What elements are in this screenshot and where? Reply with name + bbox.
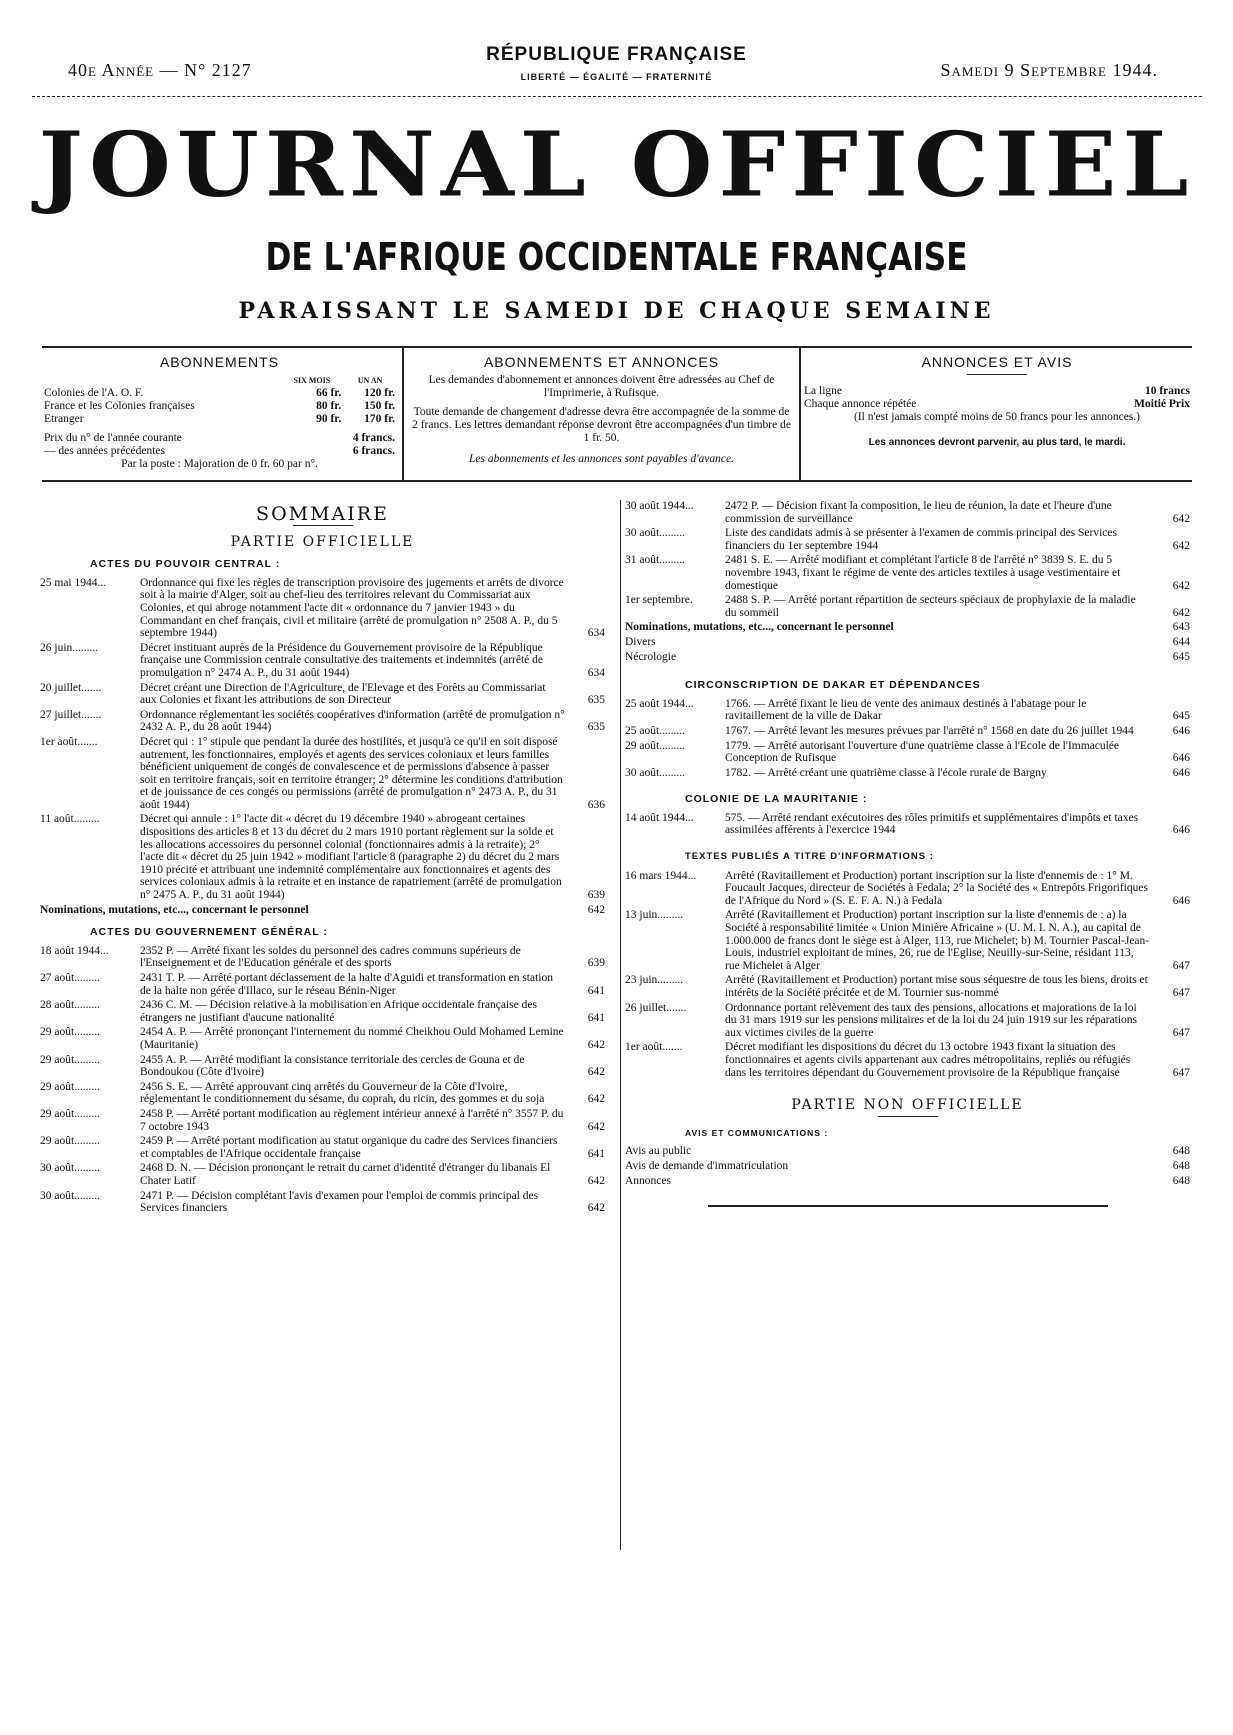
entry-page: 646 [1172, 724, 1190, 737]
entry-page: 642 [1172, 539, 1190, 552]
entry-date: 14 août 1944... [625, 811, 694, 824]
list-item [40, 1108, 605, 1133]
subscriptions-box [42, 348, 397, 480]
ads-table [802, 385, 1192, 411]
list-item [625, 870, 1190, 908]
entry-page: 646 [1172, 766, 1190, 779]
list-item [40, 682, 605, 707]
general-government-heading: ACTES DU GOUVERNEMENT GÉNÉRAL : [90, 926, 328, 939]
issue-date: Samedi 9 Septembre 1944. [940, 60, 1158, 80]
list-item [625, 636, 1190, 649]
entry-date: 30 août......... [625, 527, 686, 540]
list-item [625, 909, 1190, 972]
entry-text: Décret instituant auprès de la Présidence du Gouvernement provisoire de la République française une Commission centrale consultative des traitements et indemnités (arrêté de promulgation n° 2474 A. P., du 31 août 1944) [140, 641, 543, 679]
entry-page: 641 [587, 984, 605, 997]
republic-motto: LIBERTÉ — ÉGALITÉ — FRATERNITÉ [520, 72, 713, 82]
entry-text: Décret créant une Direction de l'Agriculture, de l'Elevage et des Forêts au Commissariat aux Colonies et fixant les attributions de son Directeur [140, 681, 546, 707]
entry-page: 648 [1172, 1145, 1190, 1158]
ads-title: ANNONCES ET AVIS [921, 354, 1073, 370]
entry-page: 639 [587, 889, 605, 902]
list-item [625, 1002, 1190, 1040]
entry-page: 647 [1172, 1026, 1190, 1039]
summary-title: SOMMAIRE [256, 503, 389, 525]
list-item [625, 767, 1190, 780]
list-item [625, 527, 1190, 552]
entry-text: Arrêté (Ravitaillement et Production) portant mise sous séquestre de tous les biens, droits et intérêts de la Société précitée et de M. Tournier sus-nommé [725, 974, 1148, 999]
entry-text: Décret qui annule : 1° l'acte dit « décret du 19 décembre 1940 » abrogeant certaines dispositions des articles 8 et 13 du décret du 2 mars 1910 portant règlement sur la solde et les allocations accessoires du personnel colonial (fonctionnaires admis à la retraite); 2° l'acte dit « décret du 25 juin 1942 » modifiant l'article 8 (paragraphe 2) du décret du 2 mars 1910 précité et attribuant une indemnité complémentaire aux fonctionnaires et agents des services coloniaux admis à la retraite et en instance de rapatriement (arrêté de promulgation n° 2475 A. P., du 31 août 1944) [140, 813, 562, 902]
entry-page: 642 [587, 1093, 605, 1106]
price-current-label: Prix du n° de l'année courante [44, 432, 182, 444]
list-item [40, 813, 605, 901]
subs-ads-p3: Les abonnements et les annonces sont payables d'avance. [469, 453, 734, 465]
column-divider [620, 500, 621, 1550]
list-item [625, 812, 1190, 837]
row-year: 170 fr. [364, 413, 395, 425]
entry-page: 641 [587, 1011, 605, 1024]
entry-text: 1782. — Arrêté créant une quatrième classe à l'école rurale de Bargny [725, 766, 1047, 779]
entry-text: 2456 S. E. — Arrêté approuvant cinq arrêtés du Gouverneur de la Côte d'Ivoire, réglementant le conditionnement du sésame, du coprah, du ricin, des gommes et du soja [140, 1080, 545, 1106]
entry-date: 27 août......... [40, 972, 101, 984]
list-item [625, 1160, 1190, 1173]
entry-date: 29 août......... [625, 739, 686, 752]
publication-frequency: PARAISSANT LE SAMEDI DE CHAQUE SEMAINE [238, 298, 995, 324]
list-item [40, 1054, 605, 1079]
ads-deadline: Les annonces devront parvenir, au plus tard, le mardi. [868, 437, 1126, 448]
summary-right-column [625, 500, 1190, 1207]
journal-title: JOURNAL OFFICIEL [38, 112, 1195, 218]
entry-date: 18 août 1944... [40, 944, 109, 957]
entry-text: Nominations, mutations, etc..., concernant le personnel [40, 903, 309, 916]
row-label: Etranger [44, 413, 84, 425]
table-row [42, 413, 397, 426]
entry-page: 646 [1172, 894, 1190, 907]
journal-subtitle: DE L'AFRIQUE OCCIDENTALE FRANÇAISE [265, 235, 968, 279]
mauritanie-heading: COLONIE DE LA MAURITANIE : [685, 793, 868, 806]
list-item [40, 1081, 605, 1106]
entry-text: 2436 C. M. — Décision relative à la mobilisation en Afrique occidentale française des étrangers ne justifiant d'aucune nationalité [140, 999, 537, 1024]
entry-text: 2431 T. P. — Arrêté portant déclassement de la halte d'Aguidi et transformation en station de la halte non gérée d'Illaco, sur le réseau Bénin-Niger [140, 972, 553, 997]
list-item [40, 1162, 605, 1187]
closing-rule [708, 1205, 1108, 1207]
entry-text: 2468 D. N. — Décision prononçant le retrait du carnet d'identité d'étranger du libanais El Chater Latif [140, 1162, 551, 1187]
list-item [625, 500, 1190, 525]
list-item [40, 999, 605, 1024]
list-item [625, 621, 1190, 634]
entry-text: 2455 A. P. — Arrêté modifiant la consistance territoriale des cercles de Gouna et de Bondoukou (Côte d'Ivoire) [140, 1053, 525, 1079]
entry-text: 1767. — Arrêté levant les mesures prévues par l'arrêté n° 1568 en date du 26 juillet 1944 [725, 724, 1134, 737]
subs-ads-p2: Toute demande de changement d'adresse devra être accompagnée de la somme de 2 francs. Les lettres demandant réponse devront être accompagnées d'un timbre de 1 fr. 50. [412, 406, 791, 444]
entry-text: Avis de demande d'immatriculation [625, 1159, 789, 1172]
non-official-part-title: PARTIE NON OFFICIELLE [791, 1097, 1024, 1114]
entry-page: 647 [1172, 1066, 1190, 1079]
price-current-value: 4 francs. [352, 432, 395, 444]
entry-text: 2459 P. — Arrêté portant modification au statut organique du cadre des Services financiers et comptables de l'Afrique occidentale française [140, 1135, 558, 1160]
list-item [40, 1026, 605, 1051]
table-row [42, 387, 397, 400]
entry-date: 25 mai 1944... [40, 576, 107, 589]
entry-text: 2472 P. — Décision fixant la composition, le lieu de réunion, la date et l'heure d'une commission de surveillance [725, 500, 1112, 525]
entry-page: 648 [1172, 1174, 1190, 1187]
list-item [625, 974, 1190, 999]
entry-text: Arrêté (Ravitaillement et Production) portant inscription sur la liste d'ennemis de : a) la Société à responsabilité limitée « Union Minière Africaine » (U. M. I. N. A.), au capital de 1.000.000 de francs dont le siège est à Alger, 113, rue Michelet; b) M. Tournier Pascal-Jean-Louis, industriel exploitant de mines, 26, rue de l'Eglise, Neuilly-sur-Seine, résidant 113, rue Michelet à Alger [725, 909, 1150, 972]
avis-communications-heading: AVIS ET COMMUNICATIONS : [685, 1127, 829, 1138]
entry-text: 2481 S. E. — Arrêté modifiant et complétant l'article 8 de l'arrêté n° 3839 S. E. du 5 novembre 1943, fixant le régime de vente des articles textiles à usage vestimentaire et domestique [725, 554, 1121, 592]
entry-date: 29 août......... [40, 1080, 101, 1093]
subscriptions-title: ABONNEMENTS [159, 354, 280, 370]
entry-date: 16 mars 1944... [625, 869, 697, 882]
ads-box [802, 348, 1192, 480]
entry-page: 646 [1172, 752, 1190, 765]
entry-date: 27 juillet....... [40, 708, 102, 721]
entry-text: Ordonnance réglementant les sociétés coopératives d'information (arrêté de promulgation n° 2432 A. P., du 28 août 1944) [140, 708, 565, 734]
entry-page: 648 [1172, 1159, 1190, 1172]
textes-heading: TEXTES PUBLIÉS A TITRE D'INFORMATIONS : [685, 851, 934, 863]
entry-page: 645 [1172, 710, 1190, 723]
entry-page: 641 [587, 1147, 605, 1160]
table-row [42, 400, 397, 413]
entry-text: Nécrologie [625, 650, 677, 663]
subs-ads-box [402, 348, 801, 480]
list-item [40, 1135, 605, 1160]
col-one-year: UN AN [357, 376, 383, 385]
entry-text: 1779. — Arrêté autorisant l'ouverture d'une quatrième classe à l'Ecole de l'Immaculée Conception de Rufisque [725, 739, 1120, 765]
entry-date: 1er août....... [625, 1041, 683, 1054]
entry-text: 2454 A. P. — Arrêté prononçant l'internement du nommé Cheikhou Ould Mohamed Lemine (Mauritanie) [140, 1026, 564, 1051]
price-previous-value: 6 francs. [352, 445, 395, 457]
entry-text: Nominations, mutations, etc..., concernant le personnel [625, 621, 894, 634]
list-item [40, 904, 605, 917]
entry-date: 25 août......... [625, 724, 686, 737]
list-item [625, 651, 1190, 664]
entry-date: 28 août......... [40, 999, 101, 1012]
entry-text: 2458 P. — Arrêté portant modification au règlement intérieur annexé à l'arrêté n° 3557 P. du 7 octobre 1943 [140, 1107, 564, 1133]
list-item [40, 642, 605, 680]
entry-text: Ordonnance qui fixe les règles de transcription provisoire des jugements et arrêts de divorce soit à la mairie d'Alger, soit au chef-lieu des territoires relevant du Commissariat aux Colonies, et qui abroge notamment l'acte dit « ordonnance du 7 janvier 1943 » du Commandant en chef français, civil et militaire (arrêté de promulgation n° 2508 A. P., du 5 septembre 1944) [140, 576, 564, 640]
row-year: 150 fr. [364, 400, 395, 412]
entry-page: 642 [587, 1066, 605, 1079]
entry-page: 647 [1172, 959, 1190, 972]
entry-page: 642 [587, 903, 605, 916]
entry-page: 642 [1172, 606, 1190, 619]
entry-date: 30 août......... [40, 1162, 101, 1175]
list-item [625, 1145, 1190, 1158]
entry-date: 1er août....... [40, 735, 98, 748]
list-item [40, 577, 605, 640]
entry-page: 642 [587, 1038, 605, 1051]
subscription-boxes [42, 346, 1192, 482]
entry-date: 31 août......... [625, 554, 686, 567]
list-item [40, 1190, 605, 1215]
subs-ads-p1: Les demandes d'abonnement et annonces doivent être adressées au Chef de l'Imprimerie, à Rufisque. [428, 374, 775, 399]
row-six: 80 fr. [316, 400, 342, 412]
price-previous-label: — des années précédentes [44, 445, 166, 457]
repeat-label: Chaque annonce répétée [804, 398, 917, 410]
entry-date: 29 août......... [40, 1107, 101, 1120]
entry-text: Arrêté (Ravitaillement et Production) portant inscription sur la liste d'ennemis de : 1° M. Foucault Jacques, directeur de Sociétés à Fedala; 2° la Société des « Entrepôts Frigorifiques de l'Afrique du Nord » (S. E. F. A. N.) à Fedala [725, 869, 1148, 907]
list-item [40, 972, 605, 997]
entry-page: 635 [587, 694, 605, 707]
subscriptions-table [42, 374, 397, 426]
list-item [625, 725, 1190, 738]
entry-date: 29 août......... [40, 1135, 101, 1148]
list-item [625, 554, 1190, 592]
entry-text: Ordonnance portant relèvement des taux des pensions, allocations et majorations de la loi du 31 mars 1919 sur les pensions militaires et de la loi du 24 juin 1919 sur les réparations aux victimes civiles de la guerre [725, 1001, 1138, 1039]
ads-note: (Il n'est jamais compté moins de 50 francs pour les annonces.) [854, 411, 1140, 423]
row-six: 90 fr. [316, 413, 342, 425]
central-power-heading: ACTES DU POUVOIR CENTRAL : [90, 558, 281, 571]
entry-page: 643 [1172, 621, 1190, 634]
entry-date: 29 août......... [40, 1053, 101, 1066]
line-label: La ligne [804, 385, 842, 397]
issue-prices [42, 432, 397, 458]
entry-date: 26 juin......... [40, 641, 99, 654]
entry-text: 2471 P. — Décision complétant l'avis d'examen pour l'emploi de commis principal des Services financiers [140, 1189, 539, 1215]
entry-page: 636 [587, 798, 605, 811]
entry-date: 30 août 1944... [625, 500, 694, 512]
subs-ads-title: ABONNEMENTS ET ANNONCES [483, 354, 720, 370]
entry-page: 635 [587, 721, 605, 734]
list-item [625, 740, 1190, 765]
entry-text: 575. — Arrêté rendant exécutoires des rôles primitifs et supplémentaires d'impôts et taxes assimilées afférents à l'exercice 1944 [725, 811, 1139, 837]
entry-date: 30 août......... [625, 766, 686, 779]
entry-date: 11 août......... [40, 813, 100, 826]
list-item [40, 945, 605, 970]
row-label: Colonies de l'A. O. F. [44, 387, 144, 399]
list-item [625, 698, 1190, 723]
list-item [40, 709, 605, 734]
entry-date: 30 août......... [40, 1189, 101, 1202]
entry-page: 642 [587, 1120, 605, 1133]
entry-date: 25 août 1944... [625, 697, 694, 710]
entry-page: 642 [1172, 579, 1190, 592]
issue-number: 40e Année — N° 2127 [68, 60, 252, 80]
entry-text: Liste des candidats admis à se présenter à l'examen de commis principal des Services financiers du 1er septembre 1944 [725, 527, 1117, 552]
entry-date: 20 juillet....... [40, 681, 102, 694]
entry-page: 642 [587, 1202, 605, 1215]
row-year: 120 fr. [364, 387, 395, 399]
entry-page: 646 [1172, 824, 1190, 837]
row-label: France et les Colonies françaises [44, 400, 195, 412]
official-part-title: PARTIE OFFICIELLE [230, 533, 415, 550]
entry-text: Décret qui : 1° stipule que pendant la durée des hostilités, et jusqu'à ce qu'il en soit disposé autrement, les fonctionnaires, employés et agents des services coloniaux et leurs familles bénéficient uniquement de congés de convalescence et de permissions d'absence à passer soit en territoire français, soit en territoire étranger; 2° détermine les conditions d'attribution et de jouissance de ces congés ou permissions (arrêté de promulgation n° 2473 A. P., du 31 août 1944) [140, 735, 563, 811]
summary-left-column [40, 500, 605, 1217]
list-item [625, 1175, 1190, 1188]
entry-text: 2488 S. P. — Arrêté portant répartition de secteurs spéciaux de prophylaxie de la maladie du sommeil [725, 594, 1136, 619]
dakar-heading: CIRCONSCRIPTION DE DAKAR ET DÉPENDANCES [685, 679, 981, 692]
list-item [40, 736, 605, 812]
entry-page: 647 [1172, 987, 1190, 999]
postal-surcharge: Par la poste : Majoration de 0 fr. 60 par n°. [121, 458, 318, 470]
entry-date: 29 août......... [40, 1026, 101, 1039]
entry-page: 634 [587, 666, 605, 679]
entry-page: 642 [1172, 512, 1190, 525]
entry-date: 23 juin......... [625, 974, 684, 987]
header-divider [32, 96, 1202, 97]
list-item [625, 594, 1190, 619]
entry-text: Annonces [625, 1174, 671, 1187]
entry-date: 13 juin......... [625, 909, 684, 922]
entry-text: Divers [625, 635, 656, 648]
entry-text: Décret modifiant les dispositions du décret du 13 octobre 1943 fixant la situation des fonctionnaires et agents civils appartenant aux cadres métropolitains, repliés ou réfugiés dans les territoires dépendant du Gouvernement provisoire de la République française [725, 1041, 1131, 1079]
entry-page: 642 [587, 1174, 605, 1187]
row-six: 66 fr. [316, 387, 342, 399]
repeat-value: Moitié Prix [1134, 398, 1190, 410]
entry-page: 645 [1172, 650, 1190, 663]
entry-text: Avis au public [625, 1145, 692, 1158]
entry-text: 2352 P. — Arrêté fixant les soldes du personnel des cadres communs supérieurs de l'Enseignement et de l'Education générale et des sports [140, 944, 521, 970]
entry-date: 26 juillet....... [625, 1001, 687, 1014]
entry-page: 644 [1172, 635, 1190, 648]
republic-title: RÉPUBLIQUE FRANÇAISE [486, 44, 747, 65]
entry-page: 634 [587, 627, 605, 640]
line-value: 10 francs [1144, 385, 1190, 397]
col-six-months: SIX MOIS [293, 376, 331, 385]
entry-page: 639 [587, 957, 605, 970]
entry-date: 1er septembre. [625, 594, 693, 607]
list-item [625, 1041, 1190, 1079]
entry-text: 1766. — Arrêté fixant le lieu de vente des animaux destinés à l'abatage pour le ravitaillement de la ville de Dakar [725, 697, 1087, 723]
